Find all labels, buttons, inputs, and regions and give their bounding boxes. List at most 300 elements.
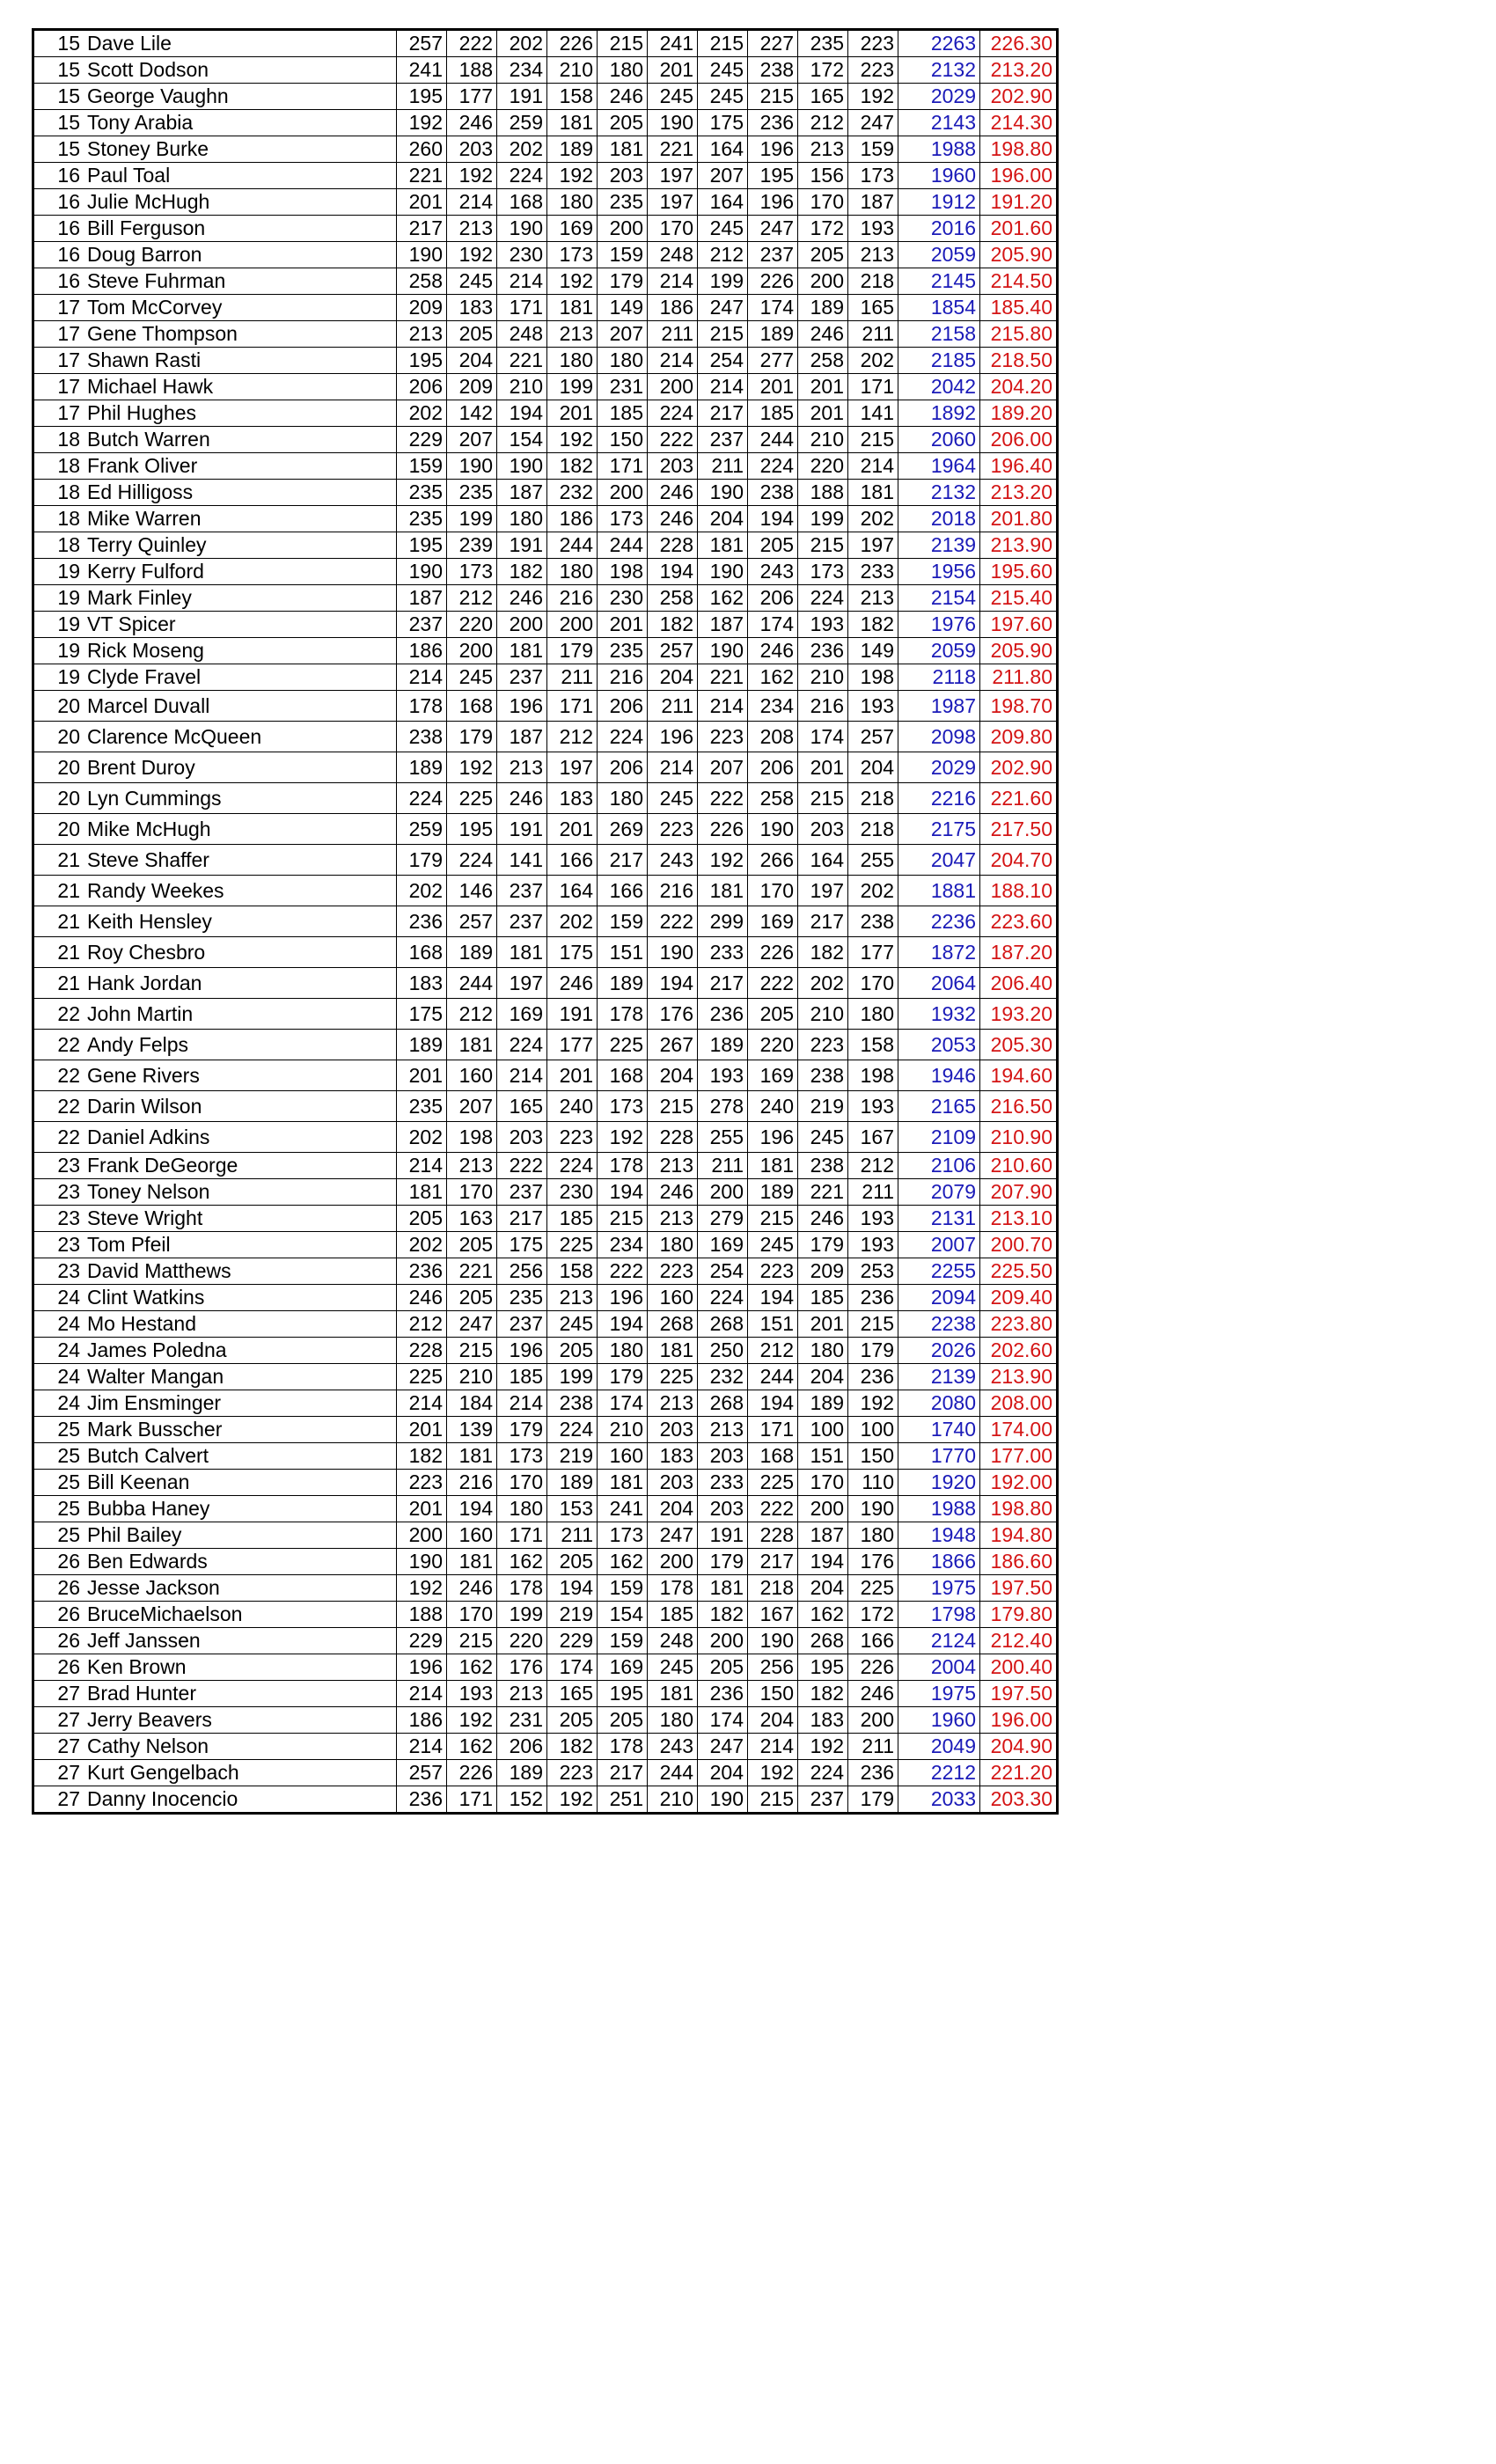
total-cell: 1946	[898, 1060, 980, 1091]
average-cell: 197.50	[980, 1575, 1058, 1602]
game-score-cell: 200	[447, 638, 497, 664]
game-score-cell: 205	[798, 242, 848, 268]
game-score-cell: 220	[798, 453, 848, 480]
game-score-cell: 160	[447, 1522, 497, 1549]
game-score-cell: 179	[848, 1338, 898, 1364]
game-score-cell: 220	[497, 1628, 547, 1654]
table-row	[33, 1628, 1058, 1654]
rank-cell: 23	[33, 1232, 84, 1258]
game-score-cell: 174	[798, 722, 848, 752]
game-score-cell: 164	[698, 136, 748, 163]
rank-cell: 22	[33, 1030, 84, 1060]
bowler-name-cell: Jesse Jackson	[84, 1575, 397, 1602]
game-score-cell: 207	[598, 321, 648, 348]
table-row	[33, 532, 1058, 559]
rank-cell: 24	[33, 1285, 84, 1311]
game-score-cell: 190	[748, 814, 798, 845]
game-score-cell: 217	[698, 968, 748, 999]
total-cell: 1770	[898, 1443, 980, 1470]
game-score-cell: 191	[497, 84, 547, 110]
game-score-cell: 182	[848, 612, 898, 638]
rank-cell: 19	[33, 664, 84, 691]
game-score-cell: 198	[447, 1122, 497, 1153]
game-score-cell: 236	[848, 1760, 898, 1786]
game-score-cell: 201	[648, 57, 698, 84]
game-score-cell: 170	[748, 876, 798, 906]
game-score-cell: 201	[397, 1496, 447, 1522]
game-score-cell: 217	[798, 906, 848, 937]
bowler-name-cell: Terry Quinley	[84, 532, 397, 559]
game-score-cell: 245	[547, 1311, 598, 1338]
game-score-cell: 257	[397, 30, 447, 57]
game-score-cell: 209	[447, 374, 497, 400]
total-cell: 2106	[898, 1153, 980, 1179]
game-score-cell: 179	[547, 638, 598, 664]
game-score-cell: 247	[748, 216, 798, 242]
game-score-cell: 194	[648, 968, 698, 999]
bowler-name-cell: Julie McHugh	[84, 189, 397, 216]
game-score-cell: 245	[698, 84, 748, 110]
game-score-cell: 236	[848, 1285, 898, 1311]
rank-cell: 15	[33, 84, 84, 110]
game-score-cell: 213	[798, 136, 848, 163]
game-score-cell: 190	[748, 1628, 798, 1654]
total-cell: 2059	[898, 242, 980, 268]
bowler-name-cell: Tony Arabia	[84, 110, 397, 136]
rank-cell: 26	[33, 1575, 84, 1602]
game-score-cell: 190	[447, 453, 497, 480]
average-cell: 211.80	[980, 664, 1058, 691]
game-score-cell: 196	[397, 1654, 447, 1681]
average-cell: 198.80	[980, 136, 1058, 163]
average-cell: 210.60	[980, 1153, 1058, 1179]
game-score-cell: 246	[648, 480, 698, 506]
game-score-cell: 182	[648, 612, 698, 638]
game-score-cell: 299	[698, 906, 748, 937]
table-row	[33, 136, 1058, 163]
bowler-name-cell: Danny Inocencio	[84, 1786, 397, 1814]
game-score-cell: 220	[447, 612, 497, 638]
game-score-cell: 227	[748, 30, 798, 57]
bowler-name-cell: Kurt Gengelbach	[84, 1760, 397, 1786]
rank-cell: 21	[33, 845, 84, 876]
game-score-cell: 176	[848, 1549, 898, 1575]
game-score-cell: 223	[547, 1122, 598, 1153]
game-score-cell: 178	[598, 1734, 648, 1760]
table-row	[33, 559, 1058, 585]
total-cell: 2255	[898, 1258, 980, 1285]
game-score-cell: 225	[848, 1575, 898, 1602]
game-score-cell: 206	[748, 752, 798, 783]
bowler-name-cell: Doug Barron	[84, 242, 397, 268]
rank-cell: 21	[33, 937, 84, 968]
total-cell: 2098	[898, 722, 980, 752]
game-score-cell: 256	[497, 1258, 547, 1285]
bowler-name-cell: Ken Brown	[84, 1654, 397, 1681]
game-score-cell: 223	[848, 57, 898, 84]
game-score-cell: 202	[547, 906, 598, 937]
game-score-cell: 169	[748, 1060, 798, 1091]
game-score-cell: 212	[798, 110, 848, 136]
game-score-cell: 205	[547, 1549, 598, 1575]
table-row	[33, 1602, 1058, 1628]
game-score-cell: 237	[497, 664, 547, 691]
game-score-cell: 168	[748, 1443, 798, 1470]
game-score-cell: 226	[447, 1760, 497, 1786]
total-cell: 1892	[898, 400, 980, 427]
rank-cell: 24	[33, 1338, 84, 1364]
game-score-cell: 206	[598, 752, 648, 783]
rank-cell: 25	[33, 1470, 84, 1496]
game-score-cell: 238	[547, 1390, 598, 1417]
game-score-cell: 195	[397, 348, 447, 374]
rank-cell: 26	[33, 1628, 84, 1654]
table-row	[33, 664, 1058, 691]
game-score-cell: 195	[798, 1654, 848, 1681]
bowler-name-cell: Bill Ferguson	[84, 216, 397, 242]
game-score-cell: 222	[648, 427, 698, 453]
rank-cell: 19	[33, 612, 84, 638]
game-score-cell: 191	[698, 1522, 748, 1549]
table-row	[33, 876, 1058, 906]
bowler-name-cell: Jim Ensminger	[84, 1390, 397, 1417]
bowler-name-cell: Tom Pfeil	[84, 1232, 397, 1258]
table-row	[33, 1549, 1058, 1575]
game-score-cell: 213	[848, 242, 898, 268]
game-score-cell: 204	[698, 506, 748, 532]
game-score-cell: 180	[648, 1707, 698, 1734]
average-cell: 209.40	[980, 1285, 1058, 1311]
game-score-cell: 215	[598, 1206, 648, 1232]
game-score-cell: 166	[848, 1628, 898, 1654]
game-score-cell: 196	[497, 1338, 547, 1364]
game-score-cell: 223	[547, 1760, 598, 1786]
game-score-cell: 203	[798, 814, 848, 845]
game-score-cell: 222	[598, 1258, 648, 1285]
game-score-cell: 181	[547, 110, 598, 136]
game-score-cell: 214	[397, 1153, 447, 1179]
total-cell: 2064	[898, 968, 980, 999]
game-score-cell: 253	[848, 1258, 898, 1285]
average-cell: 196.00	[980, 163, 1058, 189]
average-cell: 179.80	[980, 1602, 1058, 1628]
average-cell: 212.40	[980, 1628, 1058, 1654]
game-score-cell: 193	[848, 1206, 898, 1232]
game-score-cell: 254	[698, 348, 748, 374]
game-score-cell: 222	[447, 30, 497, 57]
game-score-cell: 184	[447, 1390, 497, 1417]
game-score-cell: 244	[598, 532, 648, 559]
game-score-cell: 192	[447, 242, 497, 268]
game-score-cell: 207	[447, 1091, 497, 1122]
average-cell: 214.30	[980, 110, 1058, 136]
game-score-cell: 214	[447, 189, 497, 216]
total-cell: 2033	[898, 1786, 980, 1814]
game-score-cell: 181	[397, 1179, 447, 1206]
game-score-cell: 203	[497, 1122, 547, 1153]
game-score-cell: 179	[497, 1417, 547, 1443]
game-score-cell: 213	[648, 1390, 698, 1417]
game-score-cell: 212	[547, 722, 598, 752]
game-score-cell: 203	[648, 1417, 698, 1443]
game-score-cell: 178	[497, 1575, 547, 1602]
rank-cell: 25	[33, 1522, 84, 1549]
game-score-cell: 201	[598, 612, 648, 638]
game-score-cell: 238	[748, 480, 798, 506]
game-score-cell: 236	[848, 1364, 898, 1390]
rank-cell: 18	[33, 480, 84, 506]
game-score-cell: 186	[397, 1707, 447, 1734]
table-row	[33, 1575, 1058, 1602]
game-score-cell: 189	[748, 1179, 798, 1206]
game-score-cell: 176	[648, 999, 698, 1030]
game-score-cell: 229	[547, 1628, 598, 1654]
game-score-cell: 267	[648, 1030, 698, 1060]
game-score-cell: 205	[598, 110, 648, 136]
game-score-cell: 194	[748, 1285, 798, 1311]
game-score-cell: 201	[397, 1417, 447, 1443]
game-score-cell: 193	[848, 1091, 898, 1122]
game-score-cell: 181	[598, 1470, 648, 1496]
game-score-cell: 245	[798, 1122, 848, 1153]
average-cell: 191.20	[980, 189, 1058, 216]
game-score-cell: 214	[397, 1390, 447, 1417]
game-score-cell: 222	[748, 1496, 798, 1522]
game-score-cell: 230	[547, 1179, 598, 1206]
game-score-cell: 181	[848, 480, 898, 506]
game-score-cell: 224	[447, 845, 497, 876]
table-row	[33, 752, 1058, 783]
game-score-cell: 205	[598, 1707, 648, 1734]
game-score-cell: 221	[497, 348, 547, 374]
total-cell: 2212	[898, 1760, 980, 1786]
game-score-cell: 180	[547, 189, 598, 216]
game-score-cell: 255	[698, 1122, 748, 1153]
game-score-cell: 196	[598, 1285, 648, 1311]
game-score-cell: 187	[397, 585, 447, 612]
game-score-cell: 199	[547, 1364, 598, 1390]
table-row	[33, 585, 1058, 612]
average-cell: 205.30	[980, 1030, 1058, 1060]
total-cell: 2139	[898, 1364, 980, 1390]
total-cell: 1798	[898, 1602, 980, 1628]
game-score-cell: 181	[497, 937, 547, 968]
game-score-cell: 165	[497, 1091, 547, 1122]
game-score-cell: 238	[798, 1060, 848, 1091]
game-score-cell: 204	[447, 348, 497, 374]
game-score-cell: 151	[748, 1311, 798, 1338]
average-cell: 215.80	[980, 321, 1058, 348]
bowler-name-cell: Brent Duroy	[84, 752, 397, 783]
game-score-cell: 214	[648, 752, 698, 783]
game-score-cell: 200	[798, 1496, 848, 1522]
game-score-cell: 171	[748, 1417, 798, 1443]
total-cell: 1987	[898, 691, 980, 722]
game-score-cell: 268	[698, 1311, 748, 1338]
game-score-cell: 178	[397, 691, 447, 722]
table-row	[33, 638, 1058, 664]
total-cell: 1988	[898, 1496, 980, 1522]
rank-cell: 18	[33, 453, 84, 480]
bowler-name-cell: Bubba Haney	[84, 1496, 397, 1522]
average-cell: 201.60	[980, 216, 1058, 242]
total-cell: 2007	[898, 1232, 980, 1258]
total-cell: 1920	[898, 1470, 980, 1496]
game-score-cell: 216	[447, 1470, 497, 1496]
bowler-name-cell: Gene Thompson	[84, 321, 397, 348]
game-score-cell: 237	[497, 876, 547, 906]
game-score-cell: 197	[497, 968, 547, 999]
game-score-cell: 150	[748, 1681, 798, 1707]
game-score-cell: 204	[798, 1364, 848, 1390]
total-cell: 2029	[898, 752, 980, 783]
game-score-cell: 245	[447, 664, 497, 691]
game-score-cell: 228	[748, 1522, 798, 1549]
bowler-name-cell: Hank Jordan	[84, 968, 397, 999]
game-score-cell: 232	[547, 480, 598, 506]
game-score-cell: 221	[397, 163, 447, 189]
game-score-cell: 186	[397, 638, 447, 664]
total-cell: 1975	[898, 1575, 980, 1602]
game-score-cell: 192	[447, 752, 497, 783]
game-score-cell: 173	[598, 1091, 648, 1122]
game-score-cell: 202	[397, 1122, 447, 1153]
game-score-cell: 235	[497, 1285, 547, 1311]
rank-cell: 17	[33, 400, 84, 427]
game-score-cell: 206	[397, 374, 447, 400]
game-score-cell: 246	[598, 84, 648, 110]
table-row	[33, 1311, 1058, 1338]
game-score-cell: 241	[598, 1496, 648, 1522]
game-score-cell: 202	[497, 136, 547, 163]
average-cell: 195.60	[980, 559, 1058, 585]
game-score-cell: 180	[547, 348, 598, 374]
game-score-cell: 236	[698, 1681, 748, 1707]
game-score-cell: 185	[598, 400, 648, 427]
game-score-cell: 174	[748, 612, 798, 638]
game-score-cell: 170	[798, 1470, 848, 1496]
game-score-cell: 201	[798, 752, 848, 783]
average-cell: 189.20	[980, 400, 1058, 427]
game-score-cell: 196	[748, 136, 798, 163]
game-score-cell: 174	[698, 1707, 748, 1734]
game-score-cell: 214	[497, 1390, 547, 1417]
game-score-cell: 215	[748, 84, 798, 110]
game-score-cell: 174	[748, 295, 798, 321]
game-score-cell: 205	[547, 1707, 598, 1734]
total-cell: 2238	[898, 1311, 980, 1338]
game-score-cell: 224	[798, 585, 848, 612]
game-score-cell: 170	[497, 1470, 547, 1496]
total-cell: 1956	[898, 559, 980, 585]
game-score-cell: 226	[748, 937, 798, 968]
table-row	[33, 691, 1058, 722]
average-cell: 204.70	[980, 845, 1058, 876]
table-row	[33, 1760, 1058, 1786]
game-score-cell: 187	[848, 189, 898, 216]
game-score-cell: 181	[698, 876, 748, 906]
total-cell: 1872	[898, 937, 980, 968]
table-row	[33, 1153, 1058, 1179]
game-score-cell: 170	[648, 216, 698, 242]
game-score-cell: 215	[598, 30, 648, 57]
game-score-cell: 214	[397, 664, 447, 691]
game-score-cell: 170	[447, 1602, 497, 1628]
table-row	[33, 906, 1058, 937]
game-score-cell: 204	[648, 664, 698, 691]
game-score-cell: 205	[447, 1232, 497, 1258]
game-score-cell: 177	[848, 937, 898, 968]
table-row	[33, 427, 1058, 453]
total-cell: 2042	[898, 374, 980, 400]
game-score-cell: 246	[648, 506, 698, 532]
game-score-cell: 211	[698, 1153, 748, 1179]
game-score-cell: 214	[497, 268, 547, 295]
game-score-cell: 190	[397, 1549, 447, 1575]
game-score-cell: 193	[848, 1232, 898, 1258]
bowler-name-cell: Michael Hawk	[84, 374, 397, 400]
table-row	[33, 845, 1058, 876]
game-score-cell: 214	[848, 453, 898, 480]
bowler-name-cell: Frank DeGeorge	[84, 1153, 397, 1179]
game-score-cell: 217	[397, 216, 447, 242]
game-score-cell: 225	[598, 1030, 648, 1060]
rank-cell: 22	[33, 1122, 84, 1153]
game-score-cell: 224	[798, 1760, 848, 1786]
game-score-cell: 191	[497, 814, 547, 845]
game-score-cell: 189	[547, 1470, 598, 1496]
table-row	[33, 57, 1058, 84]
average-cell: 185.40	[980, 295, 1058, 321]
total-cell: 2079	[898, 1179, 980, 1206]
game-score-cell: 180	[598, 1338, 648, 1364]
game-score-cell: 236	[397, 906, 447, 937]
bowler-name-cell: Mark Finley	[84, 585, 397, 612]
game-score-cell: 211	[848, 1179, 898, 1206]
game-score-cell: 151	[798, 1443, 848, 1470]
game-score-cell: 279	[698, 1206, 748, 1232]
average-cell: 200.40	[980, 1654, 1058, 1681]
game-score-cell: 173	[497, 1443, 547, 1470]
average-cell: 194.80	[980, 1522, 1058, 1549]
game-score-cell: 195	[598, 1681, 648, 1707]
total-cell: 2132	[898, 57, 980, 84]
game-score-cell: 228	[648, 532, 698, 559]
average-cell: 223.80	[980, 1311, 1058, 1338]
rank-cell: 24	[33, 1311, 84, 1338]
table-row	[33, 163, 1058, 189]
game-score-cell: 190	[698, 638, 748, 664]
game-score-cell: 214	[698, 691, 748, 722]
total-cell: 2236	[898, 906, 980, 937]
game-score-cell: 213	[698, 1417, 748, 1443]
table-row	[33, 1206, 1058, 1232]
game-score-cell: 176	[497, 1654, 547, 1681]
rank-cell: 20	[33, 814, 84, 845]
game-score-cell: 165	[848, 295, 898, 321]
average-cell: 200.70	[980, 1232, 1058, 1258]
bowler-name-cell: Phil Bailey	[84, 1522, 397, 1549]
game-score-cell: 217	[598, 1760, 648, 1786]
game-score-cell: 198	[848, 664, 898, 691]
game-score-cell: 236	[397, 1786, 447, 1814]
game-score-cell: 243	[748, 559, 798, 585]
game-score-cell: 224	[497, 163, 547, 189]
game-score-cell: 182	[798, 1681, 848, 1707]
table-row	[33, 814, 1058, 845]
game-score-cell: 182	[497, 559, 547, 585]
table-row	[33, 1179, 1058, 1206]
